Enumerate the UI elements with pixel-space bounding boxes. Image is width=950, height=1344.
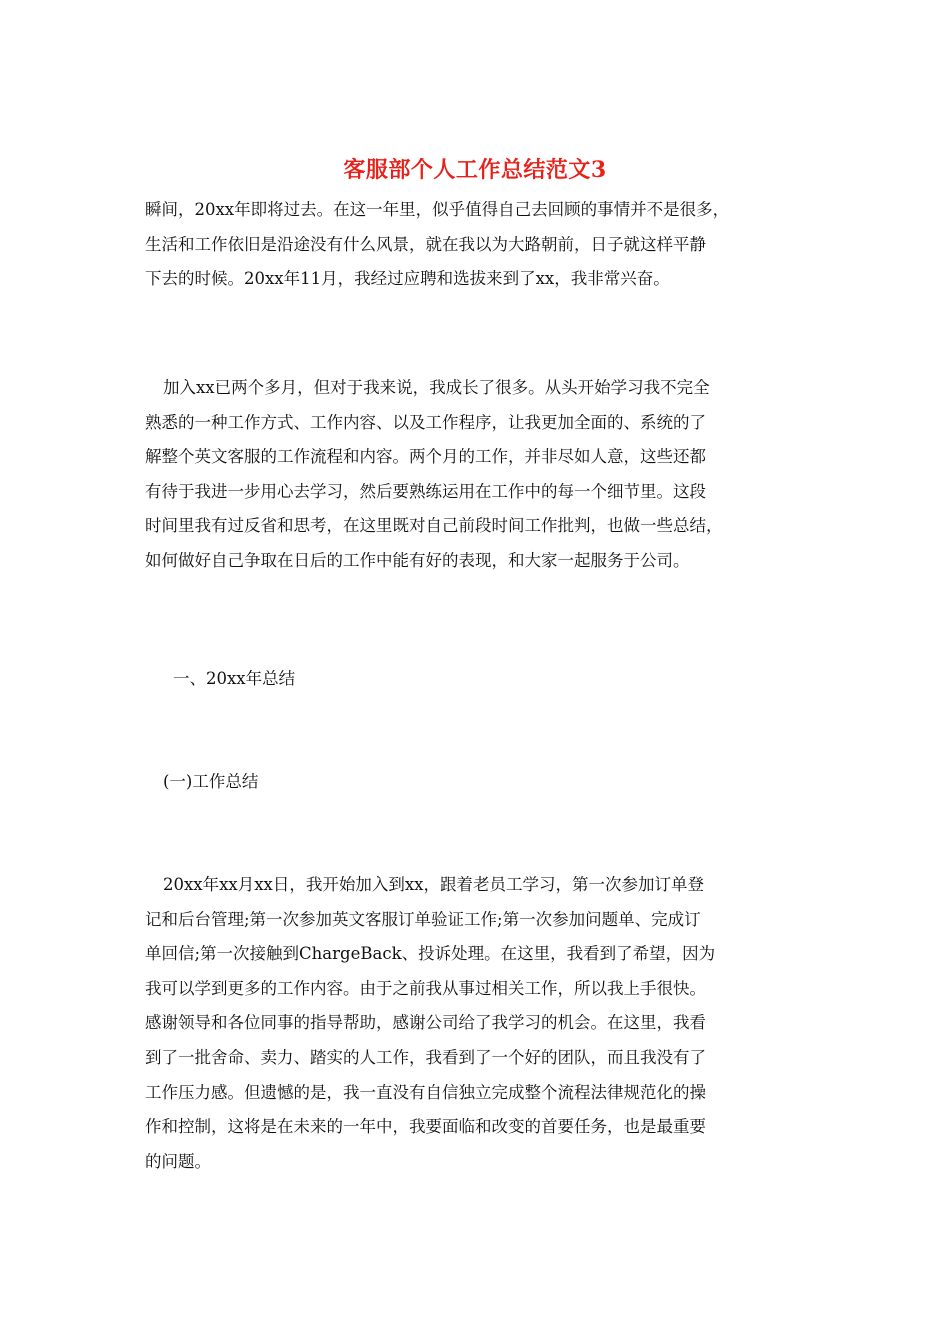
paragraph-line: 到了一批舍命、卖力、踏实的人工作，我看到了一个好的团队，而且我没有了	[145, 1047, 706, 1067]
paragraph-line: 20xx年xx月xx日，我开始加入到xx，跟着老员工学习，第一次参加订单登	[163, 875, 704, 894]
paragraph-growth	[145, 371, 815, 579]
paragraph-line: 时间里我有过反省和思考，在这里既对自己前段时间工作批判，也做一些总结，	[145, 516, 723, 536]
paragraph-line: 有待于我进一步用心去学习，然后要熟练运用在工作中的每一个细节里。这段	[145, 481, 706, 501]
paragraph-line: 的问题。	[145, 1151, 211, 1171]
paragraph-line: 我可以学到更多的工作内容。由于之前我从事过相关工作，所以我上手很快。	[145, 978, 706, 998]
paragraph-intro	[145, 193, 815, 297]
paragraph-line: 感谢领导和各位同事的指导帮助，感谢公司给了我学习的机会。在这里，我看	[145, 1013, 706, 1033]
subsection-heading: (一)工作总结	[163, 772, 259, 791]
section-heading: 一、20xx年总结	[173, 669, 296, 688]
paragraph-line: 下去的时候。20xx年11月，我经过应聘和选拔来到了xx，我非常兴奋。	[145, 269, 670, 289]
paragraph-line: 单回信;第一次接触到ChargeBack、投诉处理。在这里，我看到了希望，因为	[145, 944, 716, 964]
paragraph-line: 如何做好自己争取在日后的工作中能有好的表现，和大家一起服务于公司。	[145, 550, 690, 570]
paragraph-line: 加入xx已两个多月，但对于我来说，我成长了很多。从头开始学习我不完全	[163, 378, 710, 397]
paragraph-line: 工作压力感。但遗憾的是，我一直没有自信独立完成整个流程法律规范化的操	[145, 1082, 706, 1102]
document-title: 客服部个人工作总结范文3	[343, 157, 607, 183]
paragraph-line: 解整个英文客服的工作流程和内容。两个月的工作，并非尽如人意，这些还都	[145, 447, 706, 467]
paragraph-work-summary	[145, 868, 815, 1179]
paragraph-line: 生活和工作依旧是沿途没有什么风景，就在我以为大路朝前，日子就这样平静	[145, 234, 706, 254]
paragraph-line: 记和后台管理;第一次参加英文客服订单验证工作;第一次参加问题单、完成订	[145, 909, 701, 929]
paragraph-line: 瞬间，20xx年即将过去。在这一年里，似乎值得自己去回顾的事情并不是很多，	[145, 200, 730, 219]
paragraph-line: 作和控制，这将是在未来的一年中，我要面临和改变的首要任务，也是最重要	[145, 1117, 706, 1137]
paragraph-line: 熟悉的一种工作方式、工作内容、以及工作程序，让我更加全面的、系统的了	[145, 412, 706, 432]
